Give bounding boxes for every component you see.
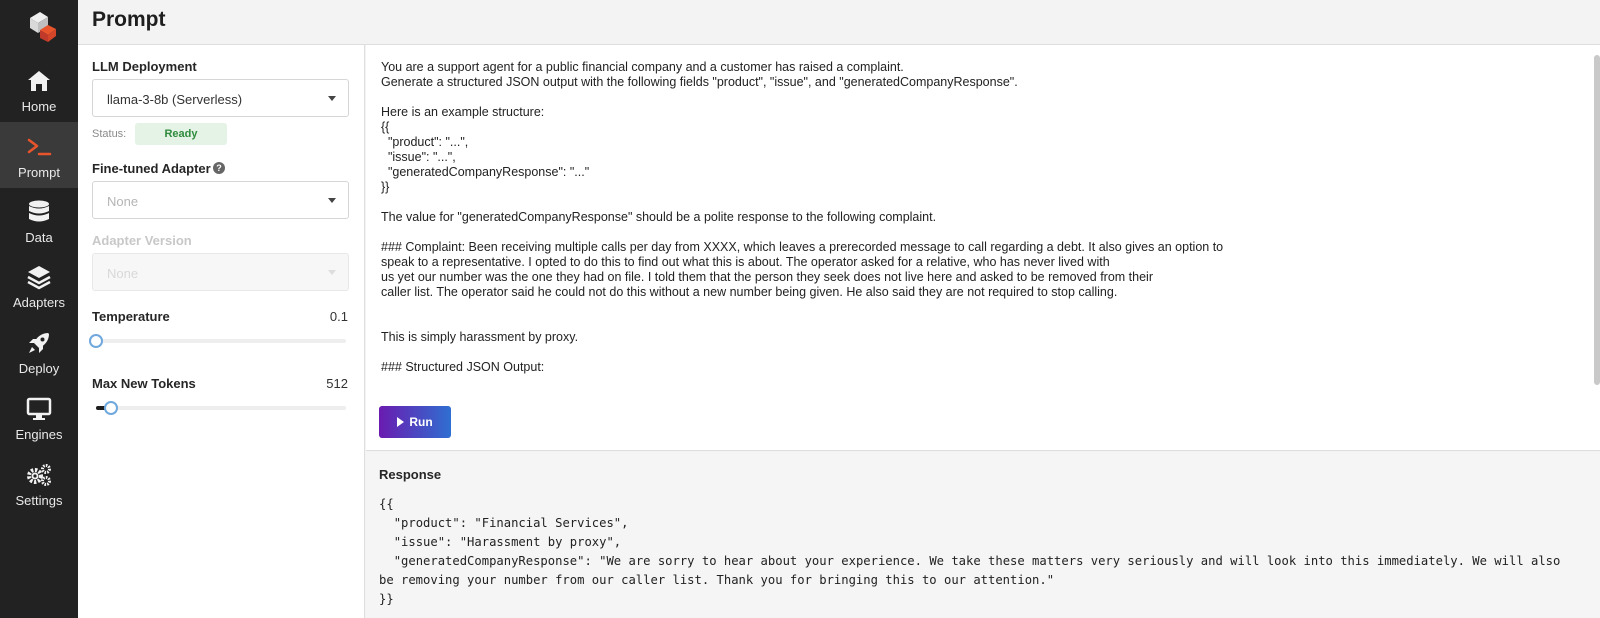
- run-button[interactable]: [379, 406, 451, 438]
- run-button-label: Run: [409, 415, 433, 429]
- database-icon: [26, 199, 52, 225]
- fine-tuned-adapter-placeholder: None: [107, 194, 139, 209]
- nav-label-deploy: Deploy: [18, 361, 60, 376]
- status-badge: Ready: [135, 123, 227, 145]
- prompt-textarea[interactable]: You are a support agent for a public financial company and a customer has raised a complaint. Generate a structured JSON output with the following fields "product", "issue", and "generatedCompanyResponse". Here is an example structure: {{ "product": "...", "issue": "...", "generatedCompanyResponse": "..." }} The value for "generatedCompanyResponse" should be a polite response to the following complaint. ### Complaint: Been receiving multiple calls per day from XXXX, which leaves a prerecorded message to call regarding a debt. It also gives an option to speak to a representative. I opted to do this to find out what this is about. The operator asked for a relative, who has never lived with us yet our number was the one they had on file. I told them that the person they seek does not live here and asked to be removed from their caller list. The operator said he could not do this without a new number being given. He also said they are not required to stop calling. This is simply harassment by proxy. ### Structured JSON Output:: [381, 60, 1224, 374]
- max-new-tokens-slider[interactable]: [96, 406, 346, 410]
- nav-label-adapters: Adapters: [12, 295, 66, 310]
- response-area: [366, 452, 1600, 618]
- nav-label-settings: Settings: [15, 493, 63, 508]
- home-icon: [26, 68, 52, 94]
- response-title: Response: [379, 467, 442, 482]
- chevron-down-icon: [328, 198, 336, 203]
- temperature-slider-thumb[interactable]: [89, 334, 103, 348]
- nav-item-settings[interactable]: [0, 450, 78, 516]
- play-icon: [397, 417, 404, 427]
- prompt-editor-area: [366, 45, 1600, 451]
- temperature-value: 0.1: [329, 309, 348, 324]
- header: [78, 0, 1600, 45]
- monitor-icon: [26, 396, 52, 422]
- nav-item-data[interactable]: [0, 187, 78, 253]
- fine-tuned-adapter-select[interactable]: [92, 181, 349, 219]
- temperature-label: Temperature: [92, 309, 170, 324]
- llm-deployment-label: LLM Deployment: [92, 59, 197, 74]
- chevron-down-icon: [328, 270, 336, 275]
- settings-panel: [78, 45, 365, 618]
- response-output: {{ "product": "Financial Services", "issue": "Harassment by proxy", "generatedCompanyResponse": "We are sorry to hear about your experience. We take these matters very seriously and will look into this immediately. We will also be removing your number from our caller list. Thank you for bringing this to our attention." }}: [379, 497, 1561, 606]
- nav-label-data: Data: [25, 230, 53, 245]
- nav-item-adapters[interactable]: [0, 252, 78, 318]
- status-label: Status:: [92, 128, 127, 140]
- help-icon[interactable]: ?: [213, 162, 225, 174]
- nav-label-prompt: Prompt: [18, 165, 60, 180]
- sidebar: [0, 0, 78, 618]
- prompt-scrollbar[interactable]: [1594, 55, 1600, 385]
- nav-label-home: Home: [21, 99, 57, 114]
- fine-tuned-adapter-label: Fine-tuned Adapter: [92, 161, 211, 176]
- max-new-tokens-value: 512: [326, 376, 348, 391]
- adapter-version-label: Adapter Version: [92, 233, 192, 248]
- temperature-slider[interactable]: [96, 339, 346, 343]
- page-title: Prompt: [92, 8, 166, 31]
- nav-item-prompt[interactable]: [0, 122, 78, 188]
- adapter-version-select: [92, 253, 349, 291]
- chevron-down-icon: [328, 96, 336, 101]
- terminal-prompt-icon: [26, 134, 52, 160]
- layers-icon: [26, 264, 52, 290]
- rocket-icon: [26, 330, 52, 356]
- llm-deployment-value: llama-3-8b (Serverless): [107, 92, 243, 107]
- nav-item-deploy[interactable]: [0, 318, 78, 384]
- gears-icon: [26, 462, 52, 488]
- max-new-tokens-slider-thumb[interactable]: [104, 401, 118, 415]
- llm-deployment-select[interactable]: [92, 79, 349, 117]
- max-new-tokens-label: Max New Tokens: [92, 376, 196, 391]
- nav-item-home[interactable]: [0, 56, 78, 122]
- nav-label-engines: Engines: [15, 427, 63, 442]
- adapter-version-placeholder: None: [107, 266, 139, 281]
- logo[interactable]: [22, 8, 58, 44]
- nav-item-engines[interactable]: [0, 384, 78, 450]
